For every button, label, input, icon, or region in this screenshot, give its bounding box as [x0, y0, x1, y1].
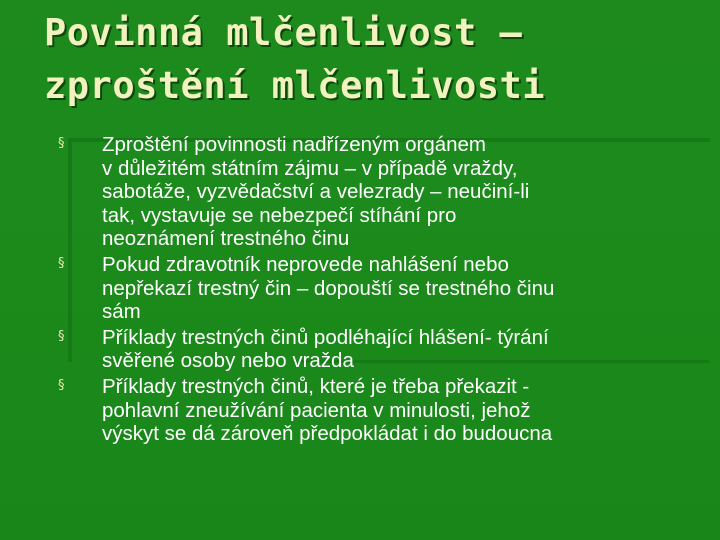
- bullet-item: [58, 133, 698, 251]
- bullet-line: Příklady trestných činů, které je třeba překazit -: [102, 374, 530, 398]
- bullet-line: pohlavní zneužívání pacienta v minulosti, jehož: [102, 398, 531, 422]
- bullet-text: [102, 375, 698, 446]
- bullet-list: [58, 133, 698, 448]
- bullet-text: [102, 133, 698, 251]
- bullet-line: Pokud zdravotník neprovede nahlášení nebo: [102, 252, 509, 276]
- bullet-line: Příklady trestných činů podléhající hlášení- týrání: [102, 325, 549, 349]
- bullet-line: výskyt se dá zároveň předpokládat i do budoucna: [102, 422, 553, 446]
- slide-title-line: Povinná mlčenlivost –: [44, 11, 523, 54]
- bullet-item: [58, 326, 698, 373]
- bullet-text: [102, 326, 698, 373]
- bullet-line: v důležitém státním zájmu – v případě vraždy,: [102, 156, 518, 180]
- bullet-item: [58, 375, 698, 446]
- section-sign-icon: §: [58, 136, 65, 151]
- slide-title: [44, 6, 684, 112]
- bullet-line: nepřekazí trestný čin – dopouští se trestného činu: [102, 276, 555, 300]
- section-sign-icon: §: [58, 255, 65, 271]
- section-sign-icon: §: [58, 377, 65, 393]
- bullet-line: Zproštění povinnosti nadřízeným orgánem: [102, 133, 487, 156]
- bullet-line: sám: [102, 300, 141, 324]
- bullet-line: svěřené osoby nebo vražda: [102, 349, 354, 373]
- section-sign-icon: §: [58, 328, 65, 344]
- bullet-line: neoznámení trestného činu: [102, 227, 350, 251]
- bullet-text: [102, 253, 698, 324]
- bullet-line: tak, vystavuje se nebezpečí stíhání pro: [102, 203, 457, 227]
- bullet-item: [58, 253, 698, 324]
- slide-title-line: zproštění mlčenlivosti: [44, 64, 546, 107]
- bullet-line: sabotáže, vyzvědačství a velezrady – neučiní-li: [102, 180, 530, 204]
